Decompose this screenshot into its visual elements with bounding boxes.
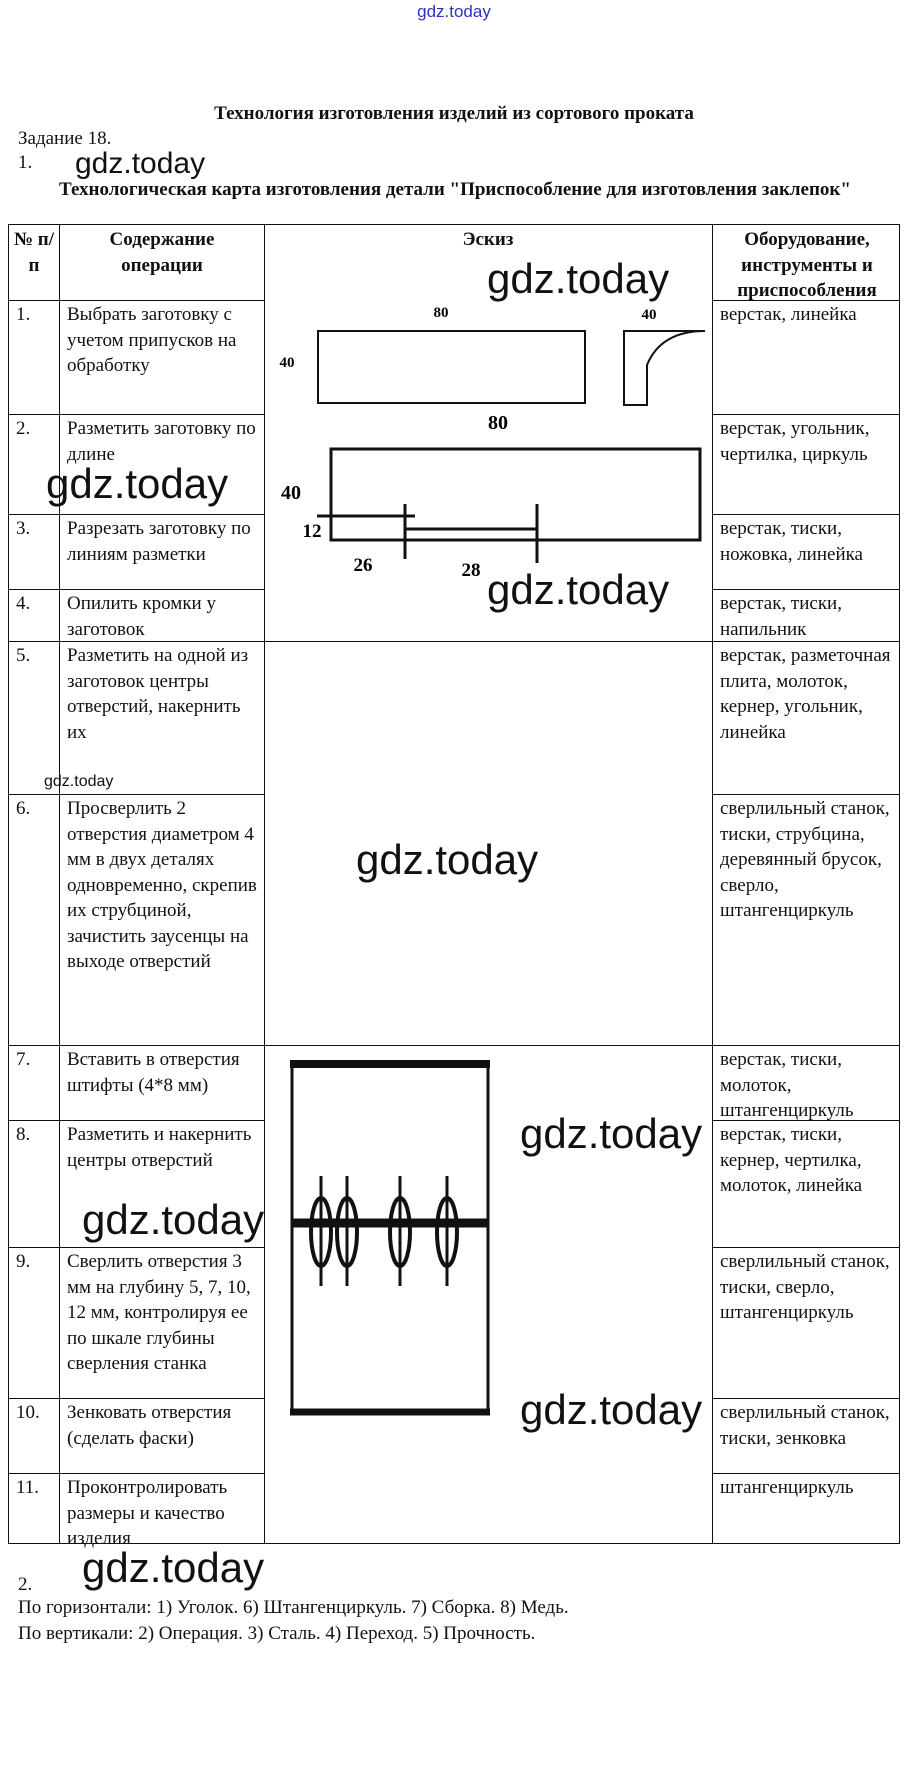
watermark: gdz.today [82, 1196, 265, 1243]
row-equipment: верстак, тиски, ножовка, линейка [720, 518, 863, 565]
row-number: 6. [16, 798, 31, 819]
task-label: Задание 18. [18, 128, 112, 149]
row-number: 7. [16, 1049, 31, 1070]
row-equipment: верстак, тиски, молоток, штангенциркуль [720, 1049, 854, 1121]
row-equipment: сверлильный станок, тиски, зенковка [720, 1402, 890, 1449]
row-number: 9. [16, 1251, 31, 1272]
row-content: Проконтролировать размеры и качество изделия [67, 1477, 228, 1549]
watermark: gdz.today [75, 147, 206, 180]
angle-profile [624, 331, 705, 405]
dim-height-1: 40 [279, 355, 295, 371]
row-number: 4. [16, 593, 31, 614]
row-content: Разметить на одной из заготовок центры отверстий, накернить их [67, 645, 249, 743]
row-content: Просверлить 2 отверстия диаметром 4 мм в двух деталях одновременно, скрепив их струбциной, зачистить заусенцы на выходе отверстий [67, 798, 257, 972]
watermark: gdz.today [520, 1110, 703, 1157]
row-number: 11. [16, 1477, 40, 1498]
drill-holes [311, 1198, 457, 1266]
watermark: gdz.today [520, 1386, 703, 1433]
row-equipment: штангенциркуль [720, 1477, 854, 1498]
watermark: gdz.today [82, 1544, 265, 1591]
dim-seg1: 26 [353, 555, 373, 576]
dim-seg2: 28 [461, 560, 481, 581]
dim-offset: 12 [302, 521, 322, 542]
row-content: Сверлить отверстия 3 мм на глубину 5, 7, 10, 12 мм, контролируя ее по шкале глубины сверления станка [67, 1251, 251, 1374]
row-number: 3. [16, 518, 31, 539]
row-equipment: сверлильный станок, тиски, струбцина, деревянный брусок, сверло, штангенциркуль [720, 798, 890, 921]
row-equipment: сверлильный станок, тиски, сверло, штангенциркуль [720, 1251, 890, 1323]
header-sketch: Эскиз [462, 229, 514, 250]
watermark: gdz.today [44, 773, 114, 790]
row-equipment: верстак, угольник, чертилка, циркуль [720, 418, 870, 465]
watermark: gdz.today [46, 460, 229, 507]
watermark: gdz.today [487, 255, 670, 302]
workpiece-rect [318, 331, 585, 403]
header-content: Содержание операции [109, 229, 215, 276]
watermark: gdz.today [356, 836, 539, 883]
row-equipment: верстак, тиски, напильник [720, 593, 842, 640]
page-heading: Технология изготовления изделий из сортового проката [214, 103, 694, 124]
row-equipment: верстак, линейка [720, 304, 857, 325]
header-equipment: Оборудование, инструменты и приспособления [737, 229, 877, 301]
row-content: Разметить и накернить центры отверстий [67, 1124, 252, 1171]
watermark: gdz.today [487, 566, 670, 613]
row-content: Выбрать заготовку с учетом припусков на обработку [67, 304, 237, 376]
answer-horizontal: По горизонтали: 1) Уголок. 6) Штангенциркуль. 7) Сборка. 8) Медь. [18, 1597, 569, 1618]
item-number-1: 1. [18, 152, 33, 173]
map-title: Технологическая карта изготовления детали "Приспособление для изготовления заклепок" [59, 179, 851, 200]
row-number: 5. [16, 645, 31, 666]
row-number: 1. [16, 304, 31, 325]
row-number: 10. [16, 1402, 40, 1423]
marked-rect [331, 449, 700, 540]
row-content: Разрезать заготовку по линиям разметки [67, 518, 251, 565]
row-number: 2. [16, 418, 31, 439]
row-content: Опилить кромки у заготовок [67, 593, 216, 640]
row-content: Разметить заготовку по длине [67, 418, 256, 465]
dim-length-2: 80 [488, 412, 508, 434]
header-num: № п/п [13, 229, 55, 276]
row-content: Зенковать отверстия (сделать фаски) [67, 1402, 232, 1449]
dim-height-2: 40 [281, 482, 301, 504]
dim-corner: 40 [641, 307, 657, 323]
row-number: 8. [16, 1124, 31, 1145]
row-equipment: верстак, тиски, кернер, чертилка, молоток, линейка [720, 1124, 863, 1196]
item-number-2: 2. [18, 1574, 33, 1595]
site-link[interactable]: gdz.today [417, 2, 491, 21]
row-content: Вставить в отверстия штифты (4*8 мм) [67, 1049, 240, 1096]
row-equipment: верстак, разметочная плита, молоток, кернер, угольник, линейка [720, 645, 891, 743]
dim-length-1: 80 [433, 305, 449, 321]
answer-vertical: По вертикали: 2) Операция. 3) Сталь. 4) Переход. 5) Прочность. [18, 1623, 536, 1644]
